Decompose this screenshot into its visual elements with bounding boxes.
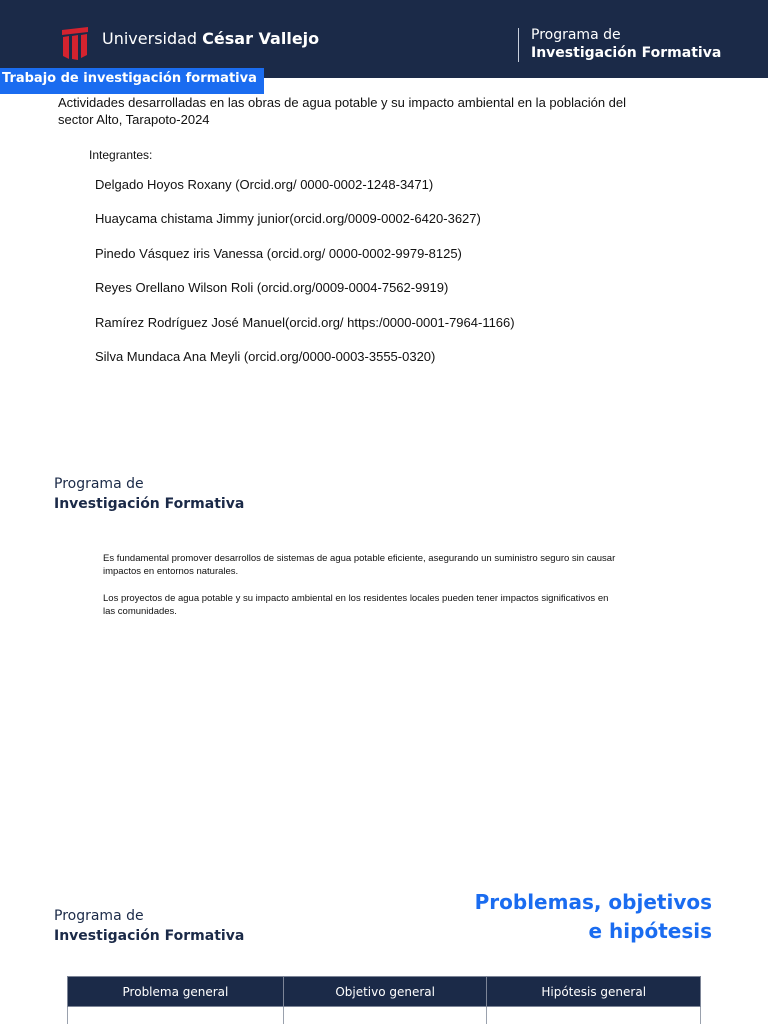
table-cell [487, 1007, 701, 1024]
table-header-row [68, 977, 701, 1007]
header-bar [0, 0, 768, 78]
table-header-cell: Hipótesis general [487, 977, 701, 1007]
section-banner: Trabajo de investigación formativa [0, 68, 264, 94]
program-label: Programa de Investigación Formativa [54, 476, 245, 512]
list-item: Reyes Orellano Wilson Roli (orcid.org/0009-0004-7562-9919) [95, 280, 449, 296]
list-item: Huaycama chistama Jimmy junior(orcid.org/0009-0002-6420-3627) [95, 211, 481, 227]
program-label: Programa de Investigación Formativa [54, 908, 245, 944]
table-header-cell: Problema general [68, 977, 284, 1007]
members-label: Integrantes: [89, 148, 153, 162]
table-header-cell: Objetivo general [283, 977, 486, 1007]
paragraph: Los proyectos de agua potable y su impacto ambiental en los residentes locales pueden tener impactos significativos en las comunidades. [103, 593, 609, 617]
document-title: Actividades desarrolladas en las obras de agua potable y su impacto ambiental en la población del sector Alto, Tarapoto-2024 [58, 95, 627, 127]
list-item: Silva Mundaca Ana Meyli (orcid.org/0000-0003-3555-0320) [95, 348, 436, 364]
list-item: Delgado Hoyos Roxany (Orcid.org/ 0000-0002-1248-3471) [95, 177, 434, 192]
university-name: Universidad César Vallejo [102, 29, 320, 48]
table-row [68, 1007, 701, 1024]
section-title: Problemas, objetivos e hipótesis [474, 890, 712, 943]
list-item: Ramírez Rodríguez José Manuel(orcid.org/ https:/0000-0001-7964-1166) [95, 314, 515, 330]
problems-table [67, 976, 701, 1024]
members-list [95, 177, 515, 383]
program-header-label: Programa de Investigación Formativa [531, 27, 722, 61]
university-logo-icon [60, 26, 90, 60]
paragraph: Es fundamental promover desarrollos de sistemas de agua potable eficiente, asegurando un suministro seguro sin causar impactos en entornos naturales. [103, 553, 616, 577]
list-item: Pinedo Vásquez iris Vanessa (orcid.org/ 0000-0002-9979-8125) [95, 245, 462, 261]
header-divider [518, 28, 519, 62]
table-cell [283, 1007, 486, 1024]
table-cell [68, 1007, 284, 1024]
